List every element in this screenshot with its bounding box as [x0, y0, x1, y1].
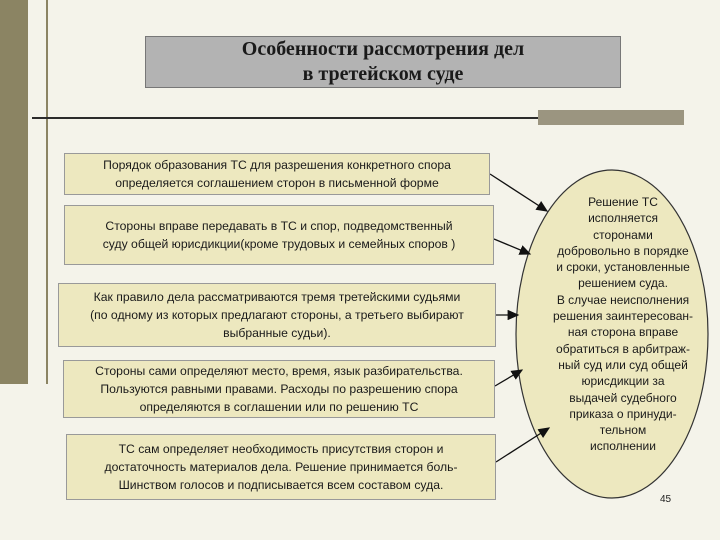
info-box-2	[64, 205, 494, 265]
info-box-2-text: Стороны вправе передавать в ТС и спор, подведомственный суду общей юрисдикции(кроме трудовых и семейных споров )	[102, 219, 456, 251]
info-box-3	[58, 283, 496, 347]
info-box-5-text: ТС сам определяет необходимость присутствия сторон и достаточность материалов дела. Решение принимается боль- Шинством голосов и подписывается всем составом суда.	[104, 442, 458, 492]
title-line-2: в третейском суде	[302, 63, 464, 85]
arrow-2	[494, 239, 530, 254]
info-box-4	[63, 360, 495, 418]
info-box-1	[64, 153, 490, 195]
info-box-4-text: Стороны сами определяют место, время, язык разбирательства. Пользуются равными правами. Расходы по разрешению спора определяются в соглашении или по решению ТС	[95, 364, 463, 414]
page-number: 45	[660, 494, 672, 505]
title-line-1: Особенности рассмотрения дел	[241, 38, 525, 60]
arrow-4	[495, 370, 522, 386]
info-box-1-text: Порядок образования ТС для разрешения конкретного спора определяется соглашением сторон в письменной форме	[103, 158, 451, 190]
info-box-5	[66, 434, 496, 500]
info-box-3-text: Как правило дела рассматриваются тремя третейскими судьями (по одному из которых предлагают стороны, а третьего выбирают выбранные судьи).	[90, 290, 464, 340]
decision-oval-text: Решение ТС исполняется сторонами добровольно в порядке и сроки, установленные решением суда. В случае неисполнения решения заинтересован- ная сторона вправе обратиться в арбитраж- ный суд или суд общей юрисдикции за выдачей судебного приказа о принуди- тельном исполнении	[552, 195, 694, 454]
